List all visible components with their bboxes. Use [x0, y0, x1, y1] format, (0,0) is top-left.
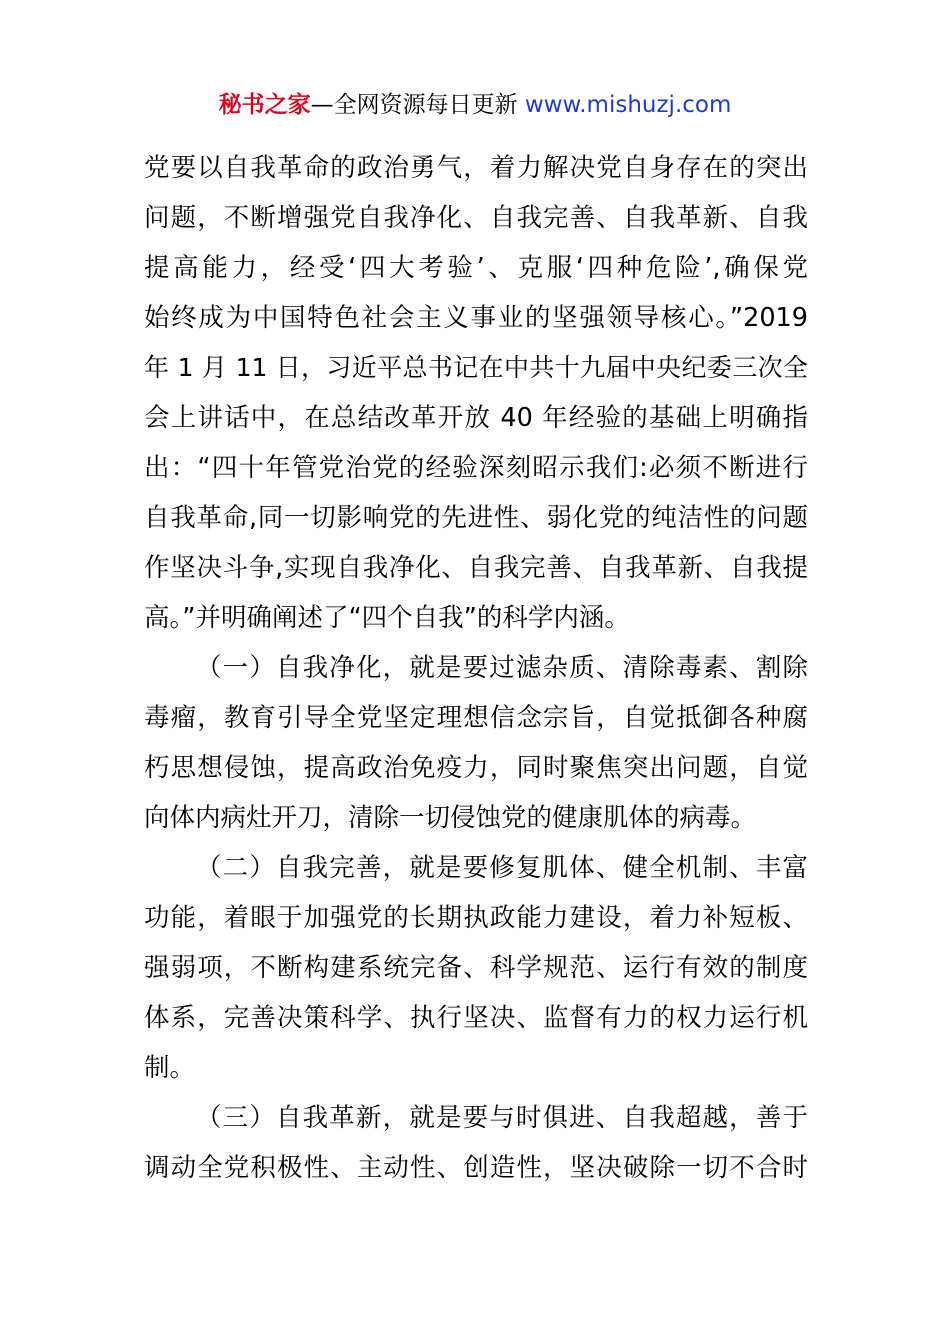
text-line: 党要以自我革命的政治勇气，着力解决党自身存在的突出	[144, 153, 808, 183]
text-line: 制。	[144, 1053, 196, 1083]
site-url-link[interactable]: www.mishuzj.com	[524, 92, 732, 118]
text-line: 年 1 月 11 日，习近平总书记在中共十九届中央纪委三次全	[144, 353, 808, 382]
text-line: 体系，完善决策科学、执行坚决、监督有力的权力运行机	[144, 1003, 808, 1033]
text-line: 提高能力，经受‘四大考验’、克服‘四种危险’,确保党	[144, 253, 808, 283]
site-header	[0, 88, 950, 122]
text-line: 强弱项，不断构建系统完备、科学规范、运行有效的制度	[144, 953, 808, 983]
text-line: 始终成为中国特色社会主义事业的坚强领导核心。”2019	[144, 303, 808, 333]
text-line: 出：“四十年管党治党的经验深刻昭示我们:必须不断进行	[144, 453, 808, 483]
text-line: 自我革命,同一切影响党的先进性、弱化党的纯洁性的问题	[144, 503, 808, 533]
text-line: 功能，着眼于加强党的长期执政能力建设，着力补短板、	[144, 903, 808, 933]
text-line: 毒瘤，教育引导全党坚定理想信念宗旨，自觉抵御各种腐	[144, 703, 808, 733]
text-line: （一）自我净化，就是要过滤杂质、清除毒素、割除	[196, 653, 808, 683]
text-line: 向体内病灶开刀，清除一切侵蚀党的健康肌体的病毒。	[144, 803, 757, 833]
text-line: 高。”并明确阐述了“四个自我”的科学内涵。	[144, 603, 630, 633]
text-line: （二）自我完善，就是要修复肌体、健全机制、丰富	[196, 853, 808, 883]
text-line: 会上讲话中，在总结改革开放 40 年经验的基础上明确指	[144, 403, 808, 433]
site-tagline: —全网资源每日更新	[310, 92, 525, 118]
text-line: 调动全党积极性、主动性、创造性，坚决破除一切不合时	[144, 1153, 808, 1183]
text-line: 朽思想侵蚀，提高政治免疫力，同时聚焦突出问题，自觉	[144, 753, 808, 783]
text-line: 作坚决斗争,实现自我净化、自我完善、自我革新、自我提	[144, 553, 808, 583]
site-brand: 秘书之家	[218, 92, 311, 118]
document-body	[144, 143, 808, 1193]
text-line: （三）自我革新，就是要与时俱进、自我超越，善于	[196, 1103, 808, 1133]
text-line: 问题，不断增强党自我净化、自我完善、自我革新、自我	[144, 203, 808, 233]
